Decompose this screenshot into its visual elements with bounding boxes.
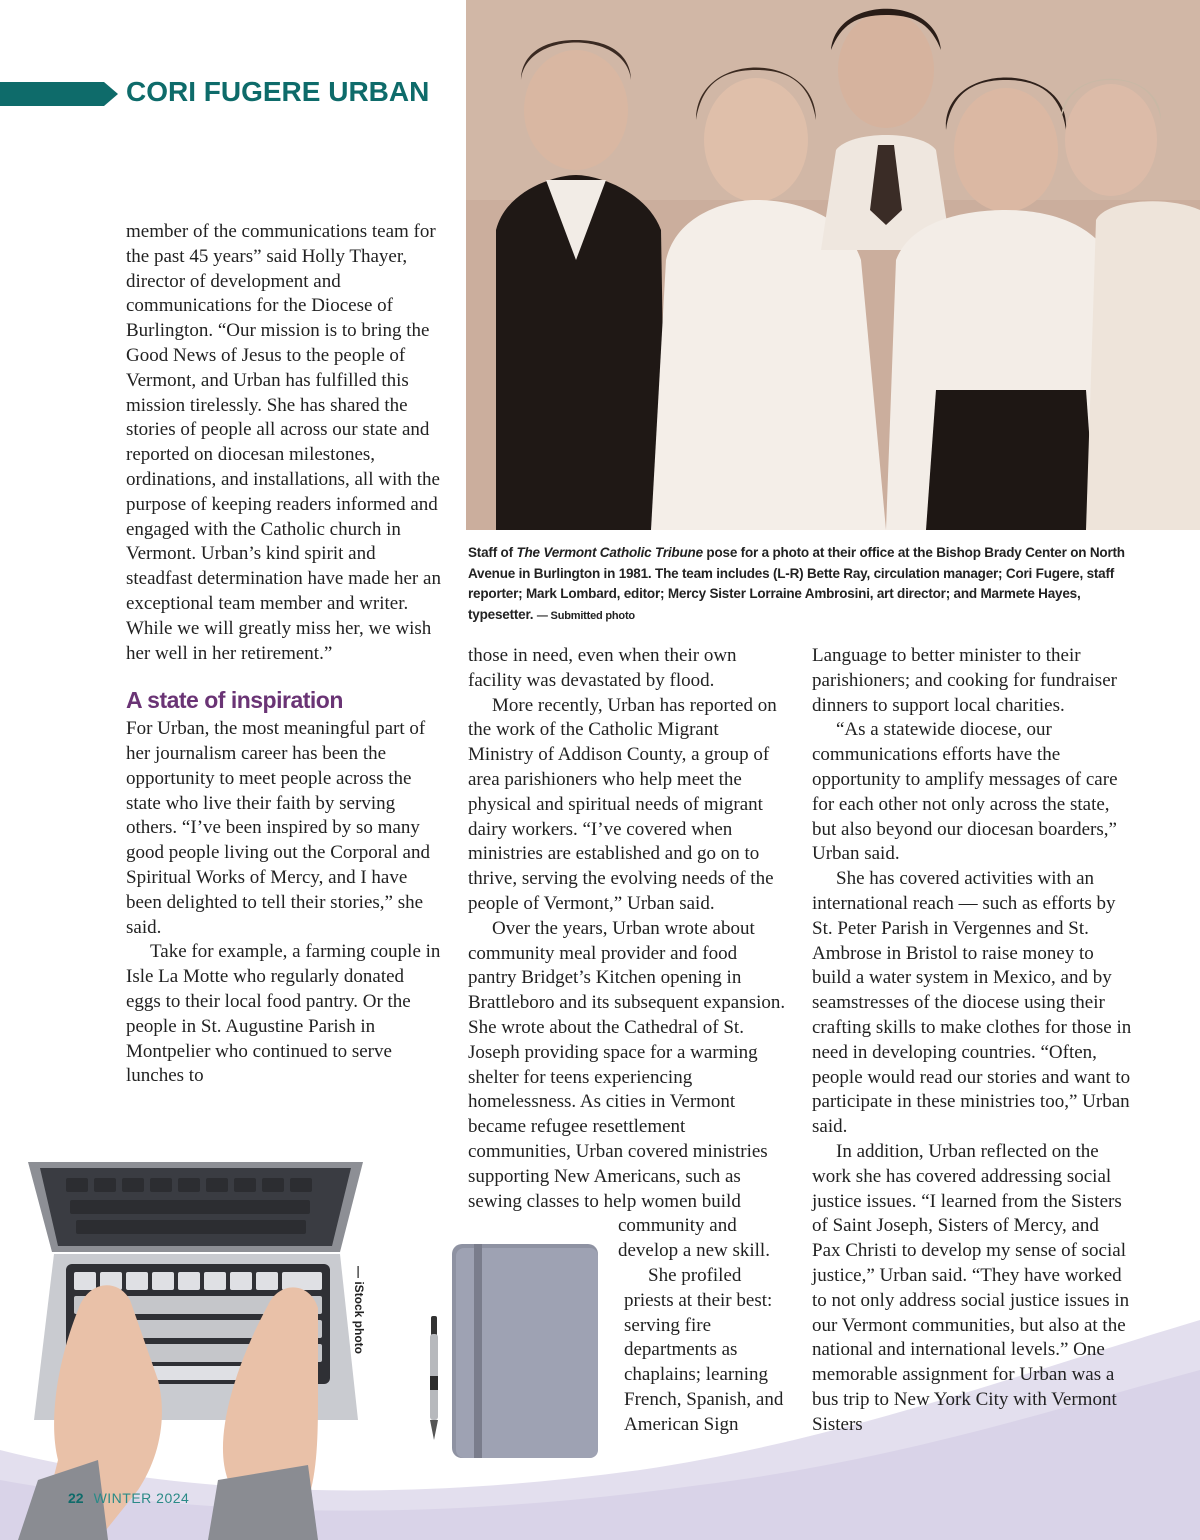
- pen-illustration: [426, 1316, 442, 1440]
- laptop-with-hands-illustration: [18, 1160, 378, 1540]
- paragraph: In addition, Urban reflected on the work she has covered addressing social justice issues. “I learned from the Sisters of Saint Joseph, Sisters of Mercy, and Pax Christi to develop my sense of social justice,” Urban said. “They have worked to not only address social justice issues in our Vermont communities, but also at the national and international levels.” One memorable assignment for Urban was a bus trip to New York City with Vermont Sisters: [812, 1140, 1130, 1435]
- photo-caption: [468, 543, 1140, 626]
- paragraph: those in need, even when their own facility was devastated by flood.: [468, 645, 737, 691]
- issue-label: WINTER 2024: [93, 1490, 190, 1506]
- paragraph: member of the communications team for the past 45 years” said Holly Thayer, director of development and communications for the Diocese of Burlington. “Our mission is to bring the Good News of Jesus to the people of Vermont, and Urban has fulfilled this mission tirelessly. She has shared the stories of people all across our state and reported on diocesan milestones, ordinations, and installations, all with the purpose of keeping readers informed and engaged with the Catholic church in Vermont. Urban’s kind spirit and steadfast determination have made her an exceptional team member and writer. While we will greatly miss her, we wish her well in her retirement.”: [126, 221, 441, 664]
- staff-group-photo-icon: [466, 0, 1200, 530]
- staff-photo: [466, 0, 1200, 530]
- paragraph: More recently, Urban has reported on the work of the Catholic Migrant Ministry of Addison County, a group of area parishioners who help meet the physical and spiritual needs of migrant dairy workers. “I’ve covered when ministries are established and go on to thrive, serving the evolving needs of the people of Vermont,” Urban said.: [468, 694, 777, 914]
- paragraph: She profiled priests at their best: serving fire departments as chaplains; learning French, Spanish, and American Sign: [624, 1264, 784, 1435]
- page-footer: [68, 1490, 189, 1506]
- caption-credit: — Submitted photo: [536, 609, 635, 622]
- caption-lead: Staff of: [468, 545, 517, 560]
- paragraph: Language to better minister to their parishioners; and cooking for fundraiser dinners to support local charities.: [812, 645, 1117, 716]
- paragraph: community and develop a new skill.: [618, 1215, 770, 1262]
- article-column-3: [812, 644, 1132, 1438]
- paragraph: She has covered activities with an international reach — such as efforts by St. Peter Parish in Vergennes and St. Ambrose in Bristol to raise money to build a water system in Mexico, and by seamstresses of the diocese using their crafting skills to make clothes for those in need in developing countries. “Often, people would read our stories and want to participate in these ministries too,” Urban said.: [812, 868, 1132, 1138]
- section-title: CORI FUGERE URBAN: [126, 76, 430, 107]
- illustration-photo-credit: — iStock photo: [352, 1266, 366, 1354]
- page-number: 22: [68, 1490, 84, 1506]
- paragraph: Take for example, a farming couple in Isle La Motte who regularly donated eggs to their local food pantry. Or the people in St. Augustine Parish in Montpelier who continued to serve lunches to: [126, 941, 441, 1087]
- paragraph: For Urban, the most meaningful part of her journalism career has been the opportunity to meet people across the state who live their faith by serving others. “I’ve been inspired by so many good people living out the Corporal and Spiritual Works of Mercy, and I have been delighted to tell their stories,” she said.: [126, 718, 430, 938]
- section-arrow-bar: [0, 82, 118, 106]
- caption-body: pose for a photo at their office at the Bishop Brady Center on North Avenue in Burlington in 1981. The team includes (L-R) Bette Ray, circulation manager; Cori Fugere, staff reporter; Mark Lombard, editor; Mercy Sister Lorraine Ambrosini, art director; and Marmete Hayes, typesetter.: [468, 545, 1125, 622]
- article-column-1: [126, 220, 441, 1089]
- subhead: A state of inspiration: [126, 687, 343, 714]
- notebook-illustration: [452, 1244, 602, 1462]
- paragraph: Over the years, Urban wrote about community meal provider and food pantry Bridget’s Kitchen opening in Brattleboro and its subsequent expansion. She wrote about the Cathedral of St. Joseph providing space for a warming shelter for teens experiencing homelessness. As cities in Vermont became refugee resettlement communities, Urban covered ministries supporting New Americans, such as sewing classes to help women build: [468, 917, 786, 1212]
- paragraph: “As a statewide diocese, our communications efforts have the opportunity to amplify messages of care for each other not only across the state, but also beyond our diocesan boarders,” Urban said.: [812, 719, 1118, 865]
- caption-publication: The Vermont Catholic Tribune: [516, 545, 703, 560]
